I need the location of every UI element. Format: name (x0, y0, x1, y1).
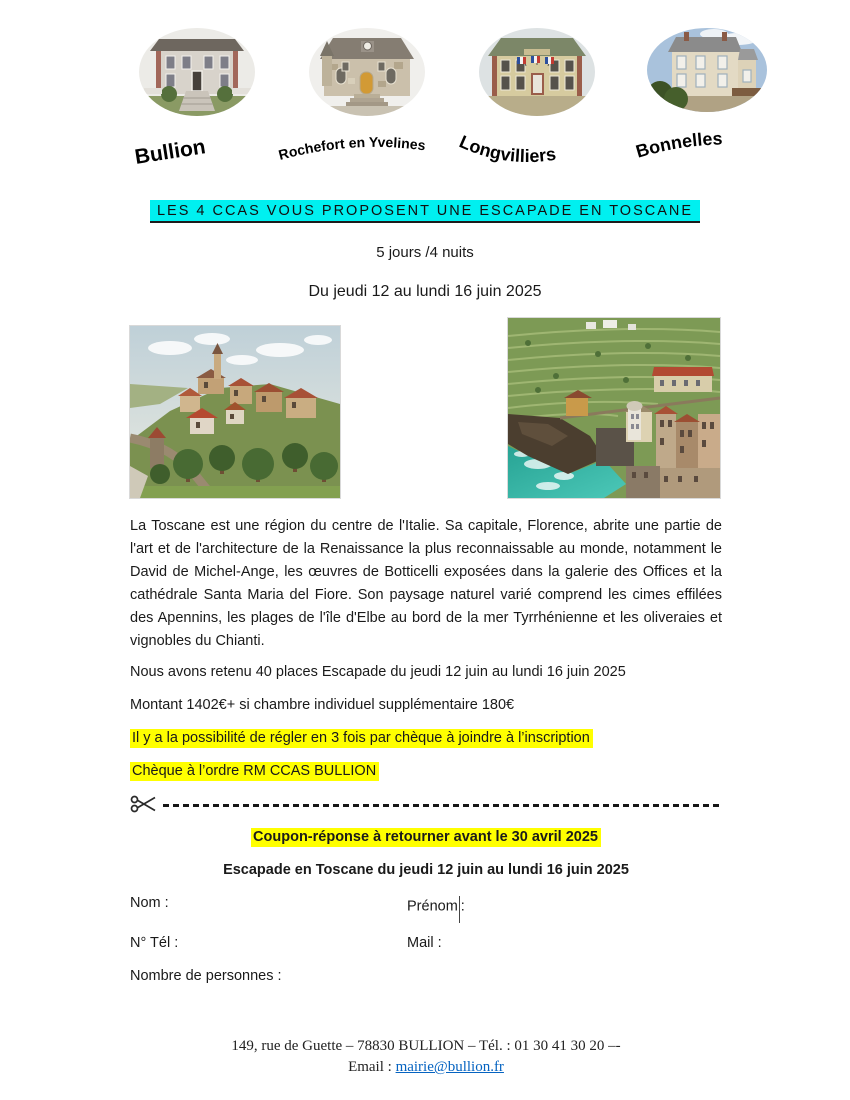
town-header-row (0, 0, 850, 172)
row-nom-prenom (130, 893, 722, 920)
body-content (0, 515, 850, 1078)
prenom-field-label: Prénom (407, 898, 458, 915)
tel-field-label: N° Tél : (130, 935, 179, 951)
row-tel-mail (130, 933, 722, 953)
tuscany-paragraph: La Toscane est une région du centre de l'Italie. Sa capitale, Florence, abrite une partie de l'art et de l'architecture de la Renaissance la plus reconnaissable au monde, notamment le David de Michel-Ange, les œuvres de Botticelli exposées dans la galerie des Offices et la cathédrale Santa Maria del Fiore. Son paysage naturel varié comprend les cimes effilées des Apennins, les plages de l'île d'Elbe au bord de la mer Tyrrhénienne et les oliveraies et vignobles du Chianti. (130, 518, 722, 649)
town-longvilliers (456, 26, 612, 172)
payment-line (130, 728, 722, 748)
svg-text:Rochefort en Yvelines: Rochefort en Yvelines (276, 133, 427, 163)
mairie-longvilliers-photo (476, 26, 598, 118)
town-label-longvilliers (452, 120, 622, 172)
svg-text:Bonnelles: Bonnelles (633, 128, 723, 162)
town-rochefort (276, 26, 442, 172)
mairie-bonnelles-photo (644, 26, 770, 114)
mairie-bullion-photo (136, 26, 258, 118)
row-personnes (130, 966, 722, 986)
cut-dashed-line (163, 804, 722, 807)
trip-dates: Du jeudi 12 au lundi 16 juin 2025 (308, 283, 542, 300)
cheque-order-line (130, 761, 722, 781)
coupon-fields (130, 893, 722, 986)
svg-text:Longvilliers: Longvilliers (456, 131, 558, 167)
town-label-bonnelles (622, 116, 792, 164)
footer-email-label: Email : (348, 1059, 396, 1075)
coupon-return-highlight: Coupon-réponse à retourner avant le 30 avril 2025 (251, 828, 601, 847)
mail-field-label: Mail : (407, 935, 442, 951)
title-row (0, 200, 850, 223)
footer-address: 149, rue de Guette – 78830 BULLION – Tél. : 01 30 41 30 20 –- (231, 1038, 621, 1054)
footer-email-line (130, 1057, 722, 1078)
mairie-rochefort-photo (306, 26, 428, 118)
nom-field-label: Nom : (130, 895, 169, 911)
places-line: Nous avons retenu 40 places Escapade du jeudi 12 juin au lundi 16 juin 2025 (130, 664, 626, 680)
town-label-bullion (112, 120, 282, 168)
town-bonnelles (632, 26, 782, 172)
photos-row (0, 317, 850, 498)
vernazza-coastal-village-photo (507, 317, 721, 499)
text-cursor (459, 896, 460, 923)
prenom-colon: : (460, 898, 465, 915)
tuscany-hilltop-village-photo (129, 325, 341, 499)
cut-line-row (130, 794, 722, 814)
cheque-order-highlight: Chèque à l’ordre RM CCAS BULLION (130, 762, 379, 781)
town-bullion (122, 26, 272, 172)
prenom-field (407, 893, 465, 920)
town-label-rochefort (276, 120, 458, 170)
coupon-return-line (130, 827, 722, 847)
price-line: Montant 1402€+ si chambre individuel supplémentaire 180€ (130, 697, 515, 713)
scissors-icon (130, 795, 156, 813)
payment-highlight: Il y a la possibilité de régler en 3 fois par chèque à joindre à l’inscription (130, 729, 593, 748)
coupon-trip-line: Escapade en Toscane du jeudi 12 juin au lundi 16 juin 2025 (223, 862, 629, 878)
trip-duration: 5 jours /4 nuits (376, 244, 474, 261)
email-link[interactable]: mairie@bullion.fr (395, 1059, 504, 1075)
svg-text:Bullion: Bullion (133, 135, 208, 168)
personnes-field-label: Nombre de personnes : (130, 968, 282, 984)
page-title: LES 4 CCAS VOUS PROPOSENT UNE ESCAPADE EN TOSCANE (150, 200, 700, 223)
footer (130, 1036, 722, 1078)
